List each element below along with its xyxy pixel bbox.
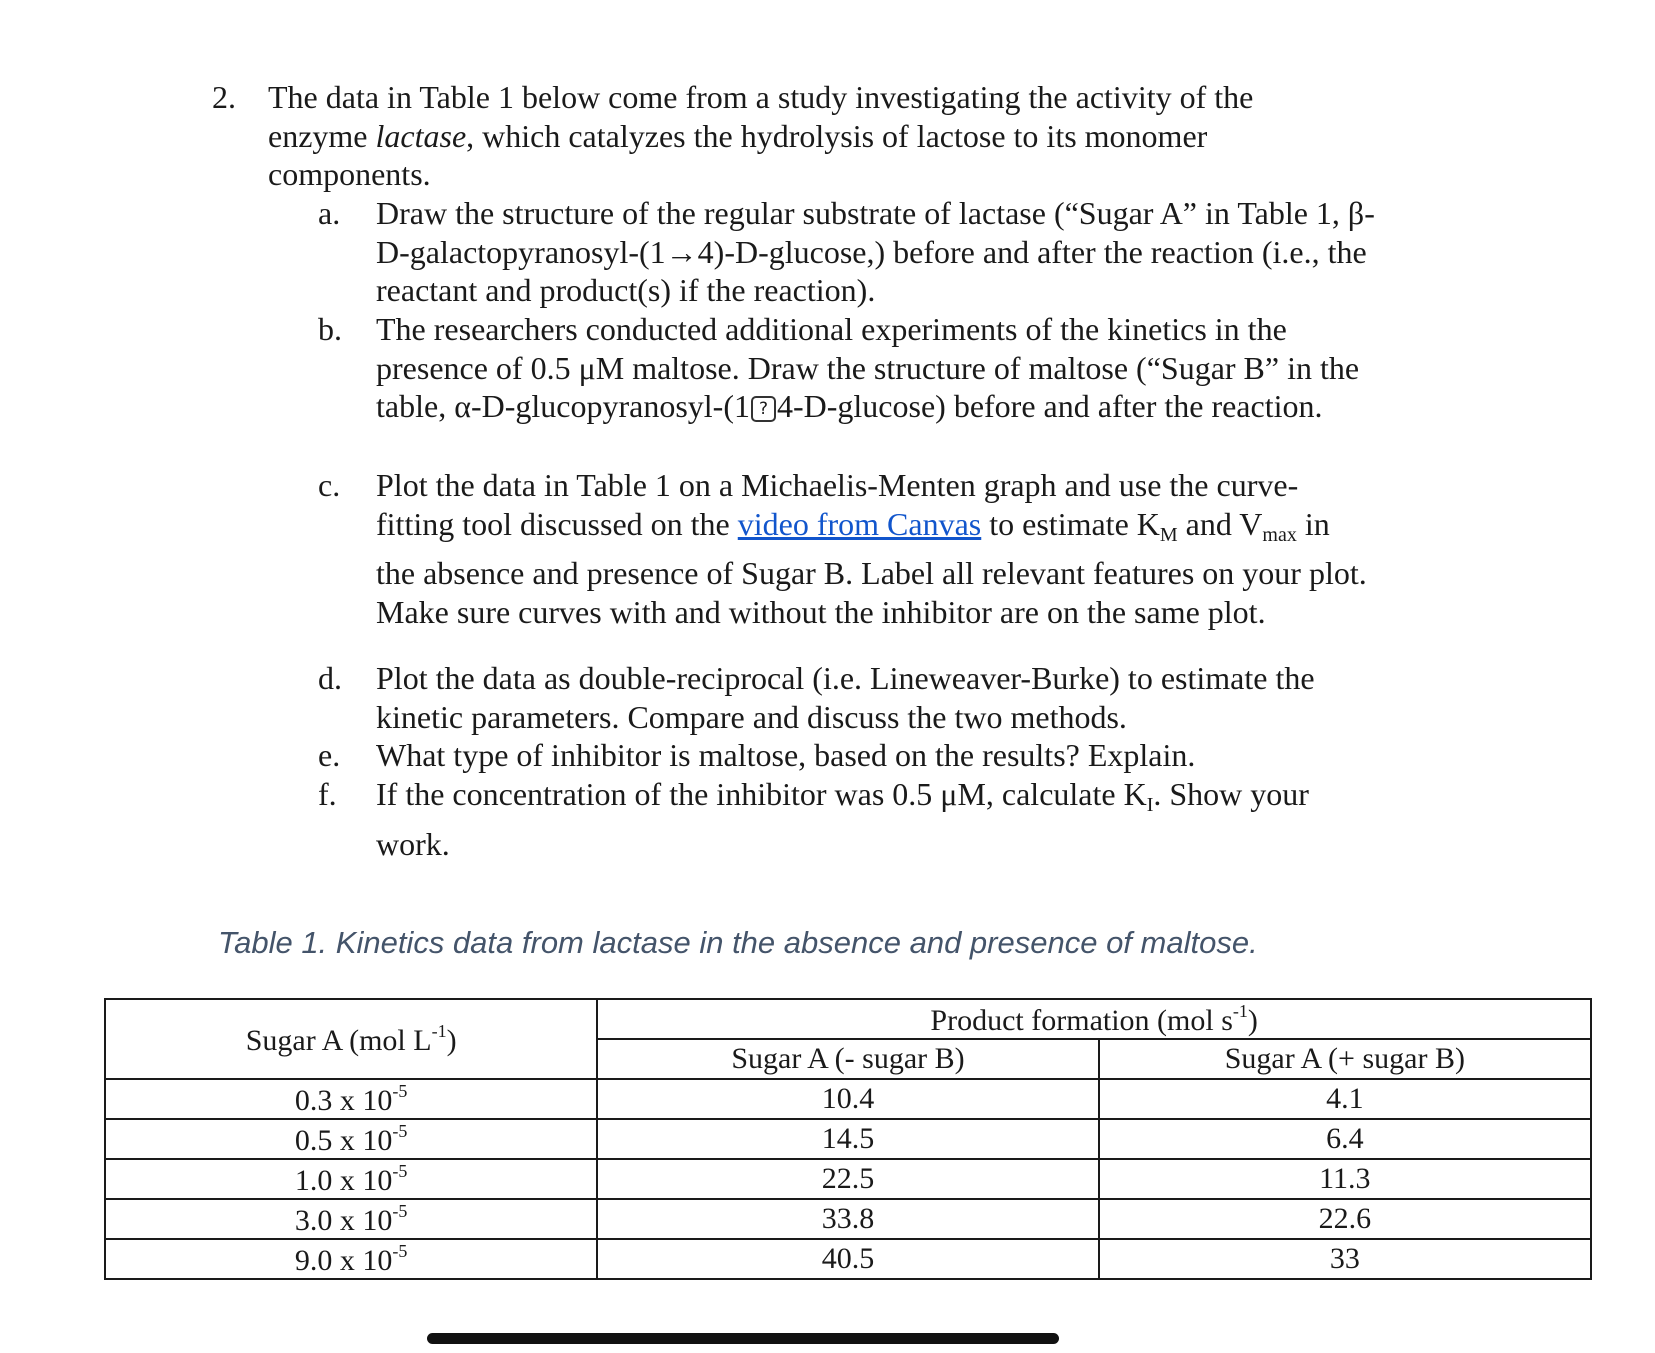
table-row [105, 1119, 1591, 1159]
table-row [105, 1239, 1591, 1279]
rate-without-sugar-b-cell: 14.5 [597, 1119, 1098, 1159]
table-caption: Table 1. Kinetics data from lactase in the absence and presence of maltose. [218, 925, 1258, 960]
concentration-cell: 0.3 x $10^{-5}$ [105, 1079, 597, 1119]
concentration-cell: 0.5 x $10^{-5}$ [105, 1119, 597, 1159]
part-text: The researchers conducted additional experiments of the kinetics in the presence of 0.5 μM maltose. Draw the structure of maltose (“Sugar B” in the table, α-D-glucopyranosyl-(1 ? 4-D-glucose) before and after the reaction. [376, 311, 1360, 424]
part-text: Plot the data in Table 1 on a Michaelis-Menten graph and use the curve-fitting tool discussed on the video from Canvas to estimate $K_M$ and $V_{max}$ in the absence and presence of Sugar B. Label all relevant features on your plot. Make sure curves with and without the inhibitor are on the same plot. [376, 467, 1367, 630]
table-header-row [105, 999, 1591, 1039]
part-label: e. [318, 737, 341, 773]
part-text: Plot the data as double-reciprocal (i.e. Lineweaver-Burke) to estimate the kinetic parameters. Compare and discuss the two methods. [376, 660, 1315, 735]
table-row [105, 1079, 1591, 1119]
enzyme-name: lactase [375, 117, 467, 154]
rate-without-sugar-b-cell: 33.8 [597, 1199, 1098, 1239]
kinetics-table [104, 998, 1592, 1280]
question-number: 2. [212, 79, 236, 115]
header-product-formation: Product formation (mol $s^{-1}$) [597, 999, 1591, 1039]
rate-with-sugar-b-cell: 22.6 [1099, 1199, 1591, 1239]
rate-with-sugar-b-cell: 11.3 [1099, 1159, 1591, 1199]
table-row [105, 1159, 1591, 1199]
rate-with-sugar-b-cell: 6.4 [1099, 1119, 1591, 1159]
home-indicator[interactable] [427, 1333, 1059, 1344]
part-text: Draw the structure of the regular substrate of lactase (“Sugar A” in Table 1, β-D-galactopyranosyl-(1→4)-D-glucose,) before and after the reaction (i.e., the reactant and product(s) if the reaction). [376, 195, 1375, 308]
part-label: d. [318, 660, 342, 696]
rate-with-sugar-b-cell: 33 [1099, 1239, 1591, 1279]
missing-glyph-icon: ? [751, 396, 776, 422]
concentration-cell: 9.0 x $10^{-5}$ [105, 1239, 597, 1279]
part-label: c. [318, 467, 341, 503]
part-label: b. [318, 311, 342, 347]
rate-without-sugar-b-cell: 22.5 [597, 1159, 1098, 1199]
header-sugar-a-concentration: Sugar A (mol $L^{-1}$) [105, 999, 597, 1079]
rate-without-sugar-b-cell: 10.4 [597, 1079, 1098, 1119]
rate-with-sugar-b-cell: 4.1 [1099, 1079, 1591, 1119]
question-intro: The data in Table 1 below come from a study investigating the activity of the enzyme lactase, which catalyzes the hydrolysis of lactose to its monomer components. [268, 79, 1254, 192]
part-text: If the concentration of the inhibitor was 0.5 μM, calculate $K_I$. Show your work. [376, 776, 1309, 862]
part-label: a. [318, 195, 341, 231]
part-label: f. [318, 776, 337, 812]
canvas-video-link[interactable]: video from Canvas [737, 505, 982, 542]
header-without-sugar-b: Sugar A (- sugar B) [597, 1039, 1098, 1079]
rate-without-sugar-b-cell: 40.5 [597, 1239, 1098, 1279]
part-text: What type of inhibitor is maltose, based on the results? Explain. [376, 737, 1196, 773]
concentration-cell: 1.0 x $10^{-5}$ [105, 1159, 597, 1199]
header-with-sugar-b: Sugar A (+ sugar B) [1099, 1039, 1591, 1079]
table-row [105, 1199, 1591, 1239]
concentration-cell: 3.0 x $10^{-5}$ [105, 1199, 597, 1239]
